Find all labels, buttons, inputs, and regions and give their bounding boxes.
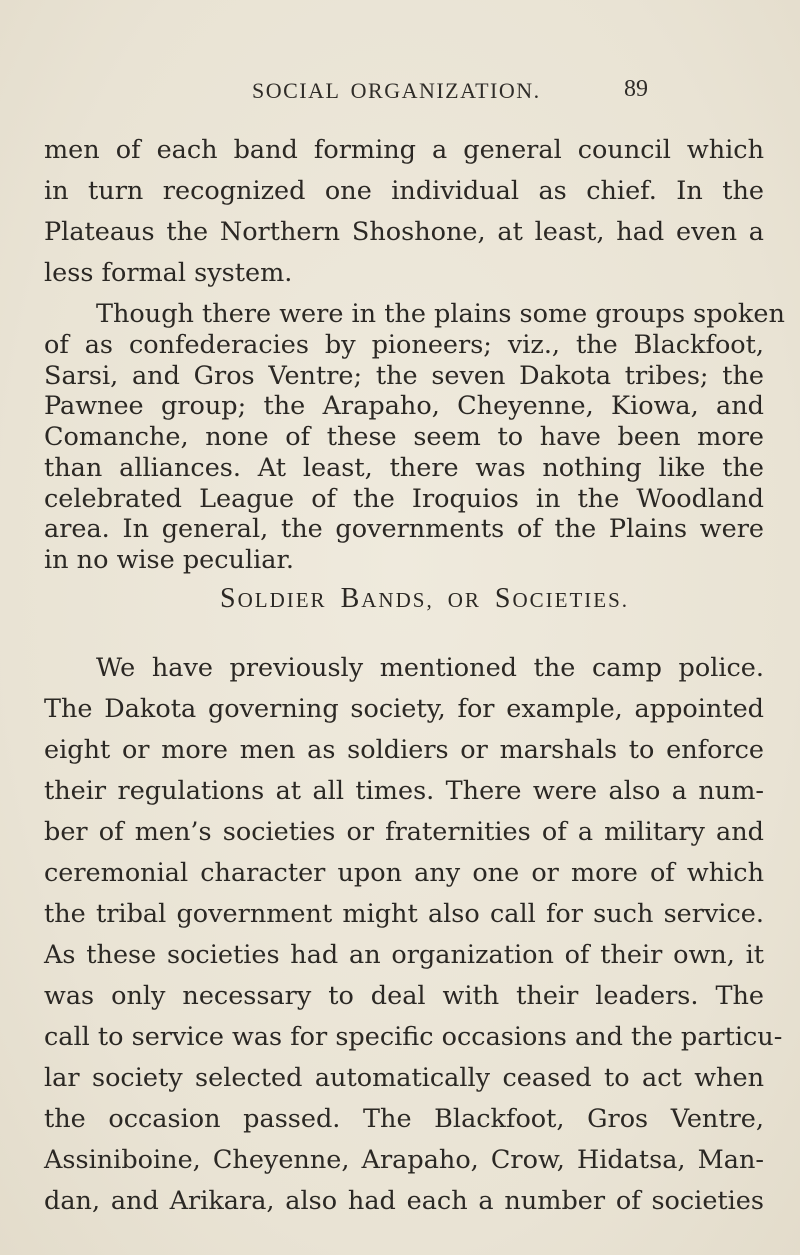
text-line: than alliances. At least, there was nothing like the (44, 452, 764, 483)
text-line: lar society selected automatically ceased to act when (44, 1063, 764, 1093)
text-line: the occasion passed. The Blackfoot, Gros Ventre, (44, 1104, 764, 1134)
text-line: in no wise peculiar. (44, 545, 294, 575)
heading-initial: B (340, 583, 362, 614)
text-line: We have previously mentioned the camp police. (96, 653, 764, 683)
heading-small-caps: OLDIER (237, 588, 327, 612)
text-line: of as confederacies by pioneers; viz., the Blackfoot, (44, 329, 764, 360)
text-line: dan, and Arikara, also had each a number of societies (44, 1186, 764, 1216)
heading-initial: S (494, 583, 513, 614)
heading-small-caps: OCIETIES. (512, 588, 630, 612)
text-line: celebrated League of the Iroquios in the Woodland (44, 483, 764, 514)
text-line: in turn recognized one individual as chief. In the (44, 176, 764, 206)
section-heading (220, 583, 629, 615)
text-line: Sarsi, and Gros Ventre; the seven Dakota tribes; the (44, 360, 764, 391)
text-line: was only necessary to deal with their leaders. The (44, 981, 764, 1011)
text-line: ceremonial character upon any one or more of which (44, 858, 764, 888)
text-line: Though there were in the plains some groups spoken (96, 299, 785, 329)
heading-initial: S (220, 583, 238, 614)
text-line: Comanche, none of these seem to have been more (44, 422, 764, 452)
text-line: Assiniboine, Cheyenne, Arapaho, Crow, Hidatsa, Man- (44, 1145, 764, 1175)
text-line: the tribal government might also call for such service. (44, 899, 764, 929)
heading-small-caps: OR (447, 588, 481, 612)
page-number: 89 (624, 76, 648, 102)
heading-small-caps: ANDS, (361, 588, 434, 612)
text-line: area. In general, the governments of the Plains were (44, 514, 764, 545)
text-line: men of each band forming a general council which (44, 135, 764, 165)
text-line: their regulations at all times. There were also a num- (44, 776, 764, 806)
text-line: call to service was for specific occasions and the particu- (44, 1022, 783, 1052)
text-line: ber of men’s societies or fraternities of a military and (44, 817, 764, 847)
text-line: less formal system. (44, 258, 293, 288)
text-line: Pawnee group; the Arapaho, Cheyenne, Kiowa, and (44, 391, 764, 422)
text-line: The Dakota governing society, for example, appointed (44, 694, 764, 724)
running-head: SOCIAL ORGANIZATION. (252, 78, 541, 103)
text-line: Plateaus the Northern Shoshone, at least, had even a (44, 217, 764, 247)
text-line: As these societies had an organization of their own, it (44, 940, 764, 970)
text-line: eight or more men as soldiers or marshals to enforce (44, 735, 764, 765)
